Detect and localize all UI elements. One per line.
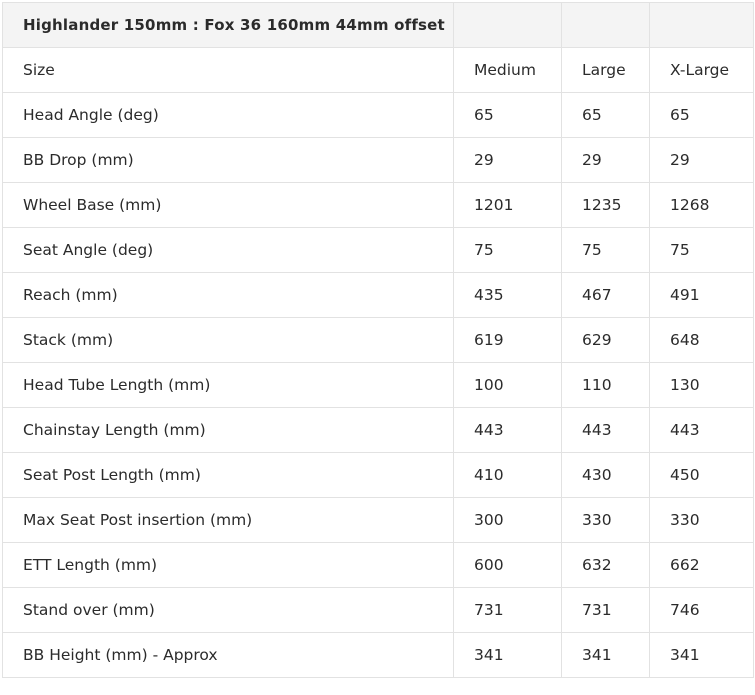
table-row [3,228,754,273]
medium-value: 100 [454,363,562,408]
x-large-value: 341 [650,633,754,678]
x-large-value: 29 [650,138,754,183]
large-value: 632 [562,543,650,588]
row-label: Seat Angle (deg) [3,228,454,273]
large-value: 467 [562,273,650,318]
table-row [3,273,754,318]
title-empty-cell [454,3,562,48]
row-label: Reach (mm) [3,273,454,318]
size-header-medium: Medium [454,48,562,93]
x-large-value: 65 [650,93,754,138]
x-large-value: 648 [650,318,754,363]
x-large-value: 1268 [650,183,754,228]
table-title: Highlander 150mm : Fox 36 160mm 44mm offset [3,3,454,48]
large-value: 731 [562,588,650,633]
medium-value: 65 [454,93,562,138]
medium-value: 1201 [454,183,562,228]
row-label: Wheel Base (mm) [3,183,454,228]
medium-value: 435 [454,273,562,318]
row-label: BB Drop (mm) [3,138,454,183]
row-label: ETT Length (mm) [3,543,454,588]
medium-value: 443 [454,408,562,453]
x-large-value: 491 [650,273,754,318]
size-header-large: Large [562,48,650,93]
row-label: Stack (mm) [3,318,454,363]
row-label: Stand over (mm) [3,588,454,633]
table-row [3,138,754,183]
x-large-value: 75 [650,228,754,273]
row-label: Head Tube Length (mm) [3,363,454,408]
large-value: 65 [562,93,650,138]
medium-value: 75 [454,228,562,273]
large-value: 29 [562,138,650,183]
x-large-value: 130 [650,363,754,408]
geometry-table [2,2,754,678]
medium-value: 600 [454,543,562,588]
row-label: BB Height (mm) - Approx [3,633,454,678]
table-row [3,318,754,363]
table-row [3,183,754,228]
table-row [3,93,754,138]
table-row [3,588,754,633]
title-empty-cell [650,3,754,48]
large-value: 341 [562,633,650,678]
table-row [3,408,754,453]
table-row [3,363,754,408]
large-value: 1235 [562,183,650,228]
large-value: 75 [562,228,650,273]
medium-value: 341 [454,633,562,678]
medium-value: 731 [454,588,562,633]
large-value: 330 [562,498,650,543]
table-row [3,633,754,678]
size-header-x-large: X-Large [650,48,754,93]
table-row [3,453,754,498]
medium-value: 300 [454,498,562,543]
x-large-value: 450 [650,453,754,498]
large-value: 430 [562,453,650,498]
large-value: 629 [562,318,650,363]
x-large-value: 746 [650,588,754,633]
row-label: Seat Post Length (mm) [3,453,454,498]
row-label: Max Seat Post insertion (mm) [3,498,454,543]
medium-value: 619 [454,318,562,363]
table-row [3,543,754,588]
x-large-value: 330 [650,498,754,543]
size-header-label: Size [3,48,454,93]
large-value: 110 [562,363,650,408]
x-large-value: 662 [650,543,754,588]
x-large-value: 443 [650,408,754,453]
large-value: 443 [562,408,650,453]
table-title-row [3,3,754,48]
medium-value: 410 [454,453,562,498]
table-row [3,498,754,543]
title-empty-cell [562,3,650,48]
row-label: Head Angle (deg) [3,93,454,138]
size-header-row [3,48,754,93]
medium-value: 29 [454,138,562,183]
row-label: Chainstay Length (mm) [3,408,454,453]
